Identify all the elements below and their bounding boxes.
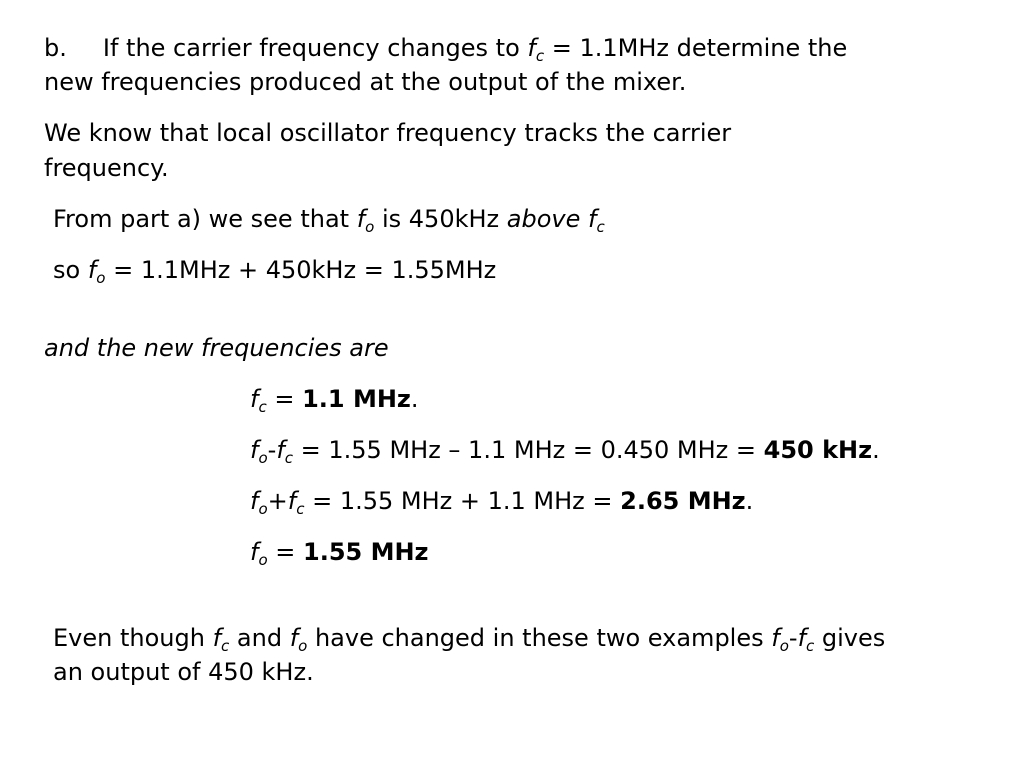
result-fo: $f_o = 1.55$ MHz <box>250 538 429 569</box>
explanation-line-2: frequency. <box>44 154 169 182</box>
fo-calculation: so $f_o = 1.1MHz + 450kHz = 1.55MHz$ <box>53 256 497 287</box>
question-marker: b. <box>44 34 67 62</box>
explanation-line-1: We know that local oscillator frequency tracks the carrier <box>44 119 732 147</box>
question-line-2: new frequencies produced at the output of the mixer. <box>44 68 687 96</box>
conclusion-line-2: an output of 450 kHz. <box>53 658 314 686</box>
conclusion-line-1: Even though $f_c$ and $f_o$ have changed in these two examples $f_o-f_c$ gives <box>53 624 886 655</box>
result-fc: $f_c = 1.1$ MHz. <box>250 385 419 416</box>
results-intro: and the new frequencies are <box>44 334 389 362</box>
result-difference: $f_o-f_c = 1.55$ MHz – 1.1 MHz = 0.450 MHz = 450 kHz. <box>250 436 880 467</box>
result-sum: $f_o+f_c = 1.55$ MHz + 1.1 MHz = 2.65 MHz. <box>250 487 754 518</box>
question-line-1: b. If the carrier frequency changes to $f_c = 1.1MHz$ determine the <box>44 34 848 65</box>
part-a-reference: From part a) we see that $f_o$ is 450kHz above $f_c$ <box>53 205 605 236</box>
